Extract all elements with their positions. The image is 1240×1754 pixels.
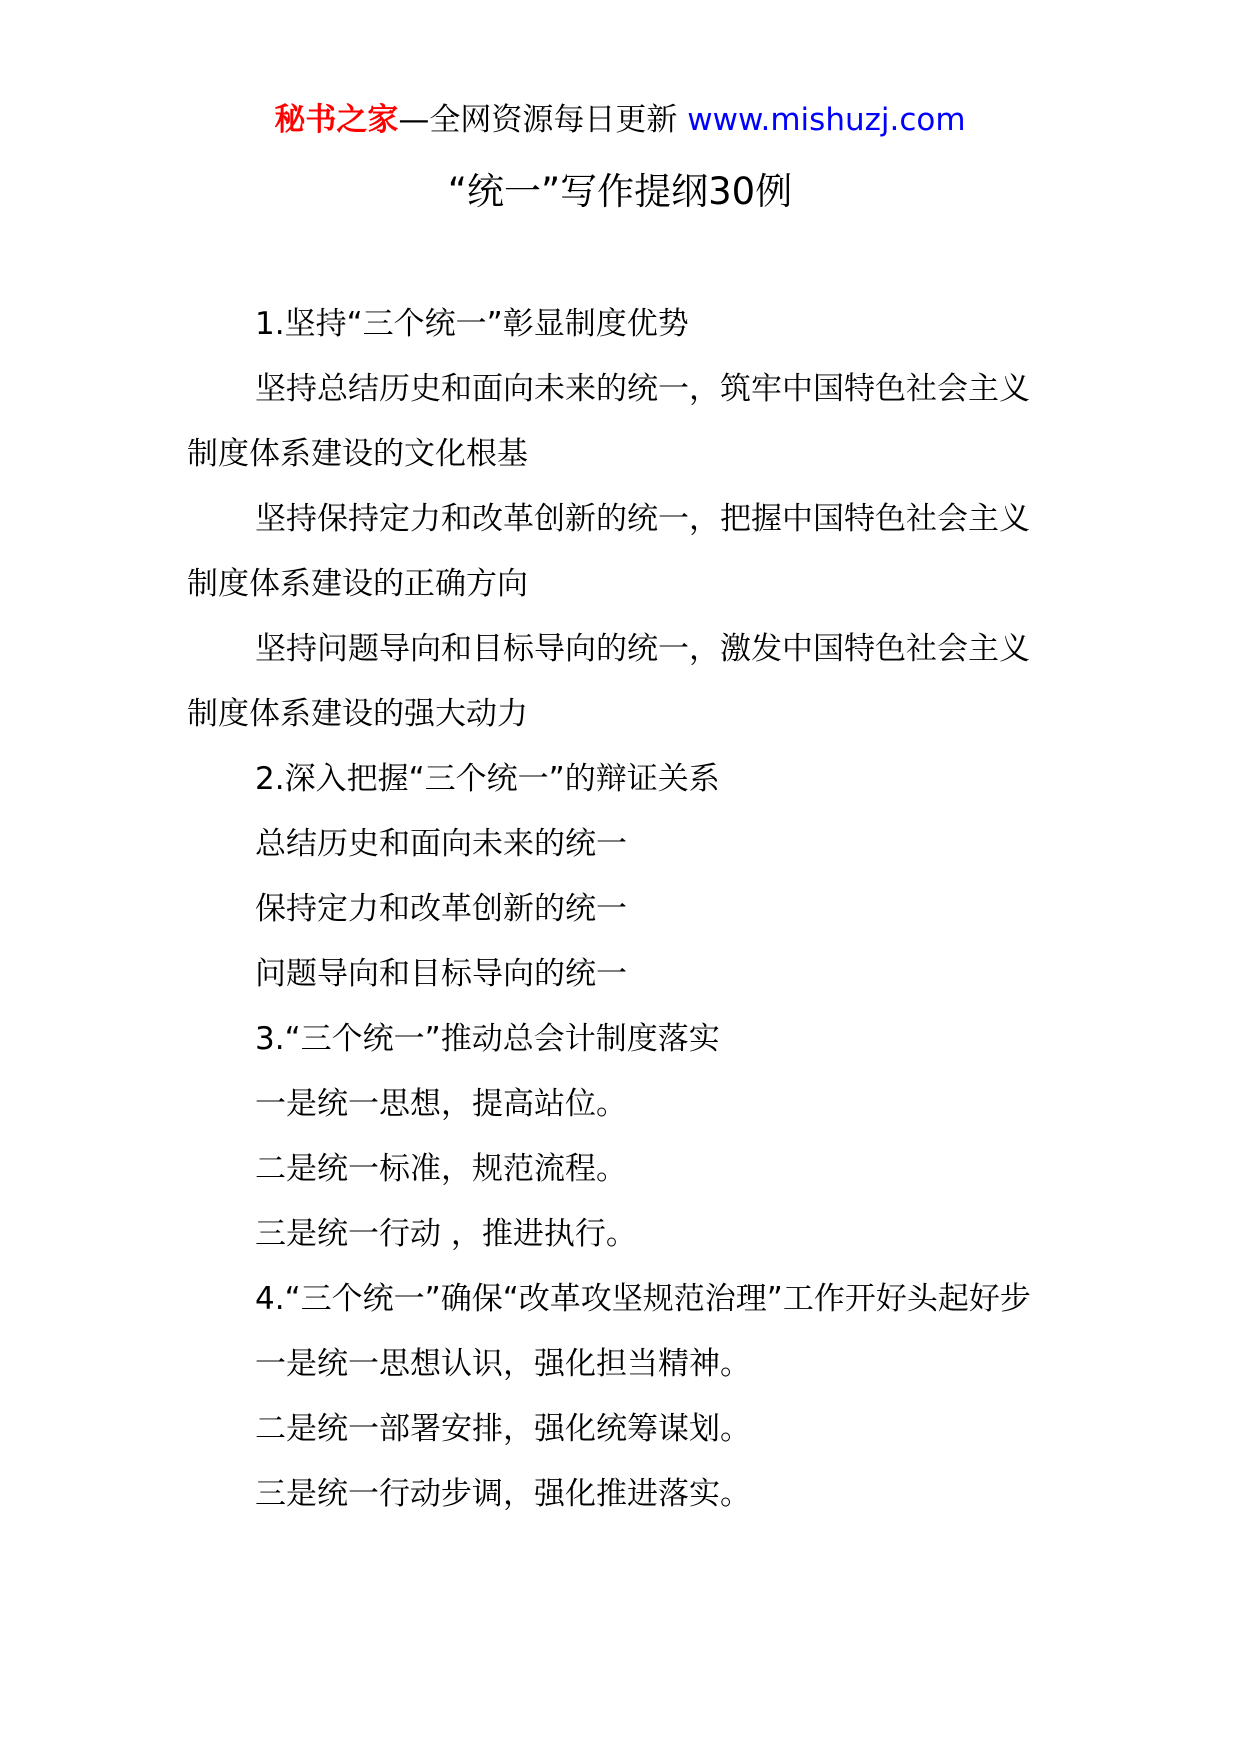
site-url-link[interactable]: www.mishuzj.com (687, 102, 966, 138)
body-paragraph: 一是统一思想，提高站位。 (255, 1086, 627, 1122)
header-tagline: —全网资源每日更新 (398, 102, 688, 138)
section-heading-1: 1.坚持“三个统一”彰显制度优势 (255, 306, 689, 342)
section-heading-4: 4.“三个统一”确保“改革攻坚规范治理”工作开好头起好步 (255, 1281, 1031, 1317)
body-paragraph: 二是统一标准，规范流程。 (255, 1151, 627, 1187)
body-paragraph: 一是统一思想认识，强化担当精神。 (255, 1346, 751, 1382)
document-title: “统一”写作提纲30例 (447, 170, 793, 213)
body-paragraph: 坚持问题导向和目标导向的统一，激发中国特色社会主义制度体系建设的强大动力 (187, 631, 1030, 732)
body-paragraph: 总结历史和面向未来的统一 (255, 826, 627, 862)
brand-name: 秘书之家 (274, 102, 399, 138)
body-paragraph: 坚持总结历史和面向未来的统一，筑牢中国特色社会主义制度体系建设的文化根基 (187, 371, 1030, 472)
body-paragraph: 三是统一行动步调，强化推进落实。 (255, 1476, 751, 1512)
page-header (0, 98, 1240, 142)
body-paragraph: 问题导向和目标导向的统一 (255, 956, 627, 992)
body-paragraph: 三是统一行动 ，推进执行。 (255, 1216, 637, 1252)
body-paragraph: 保持定力和改革创新的统一 (255, 891, 627, 927)
document-body (187, 292, 1057, 1527)
body-paragraph: 二是统一部署安排，强化统筹谋划。 (255, 1411, 751, 1447)
section-heading-2: 2.深入把握“三个统一”的辩证关系 (255, 761, 720, 797)
body-paragraph: 坚持保持定力和改革创新的统一，把握中国特色社会主义制度体系建设的正确方向 (187, 501, 1030, 602)
section-heading-3: 3.“三个统一”推动总会计制度落实 (255, 1021, 720, 1057)
